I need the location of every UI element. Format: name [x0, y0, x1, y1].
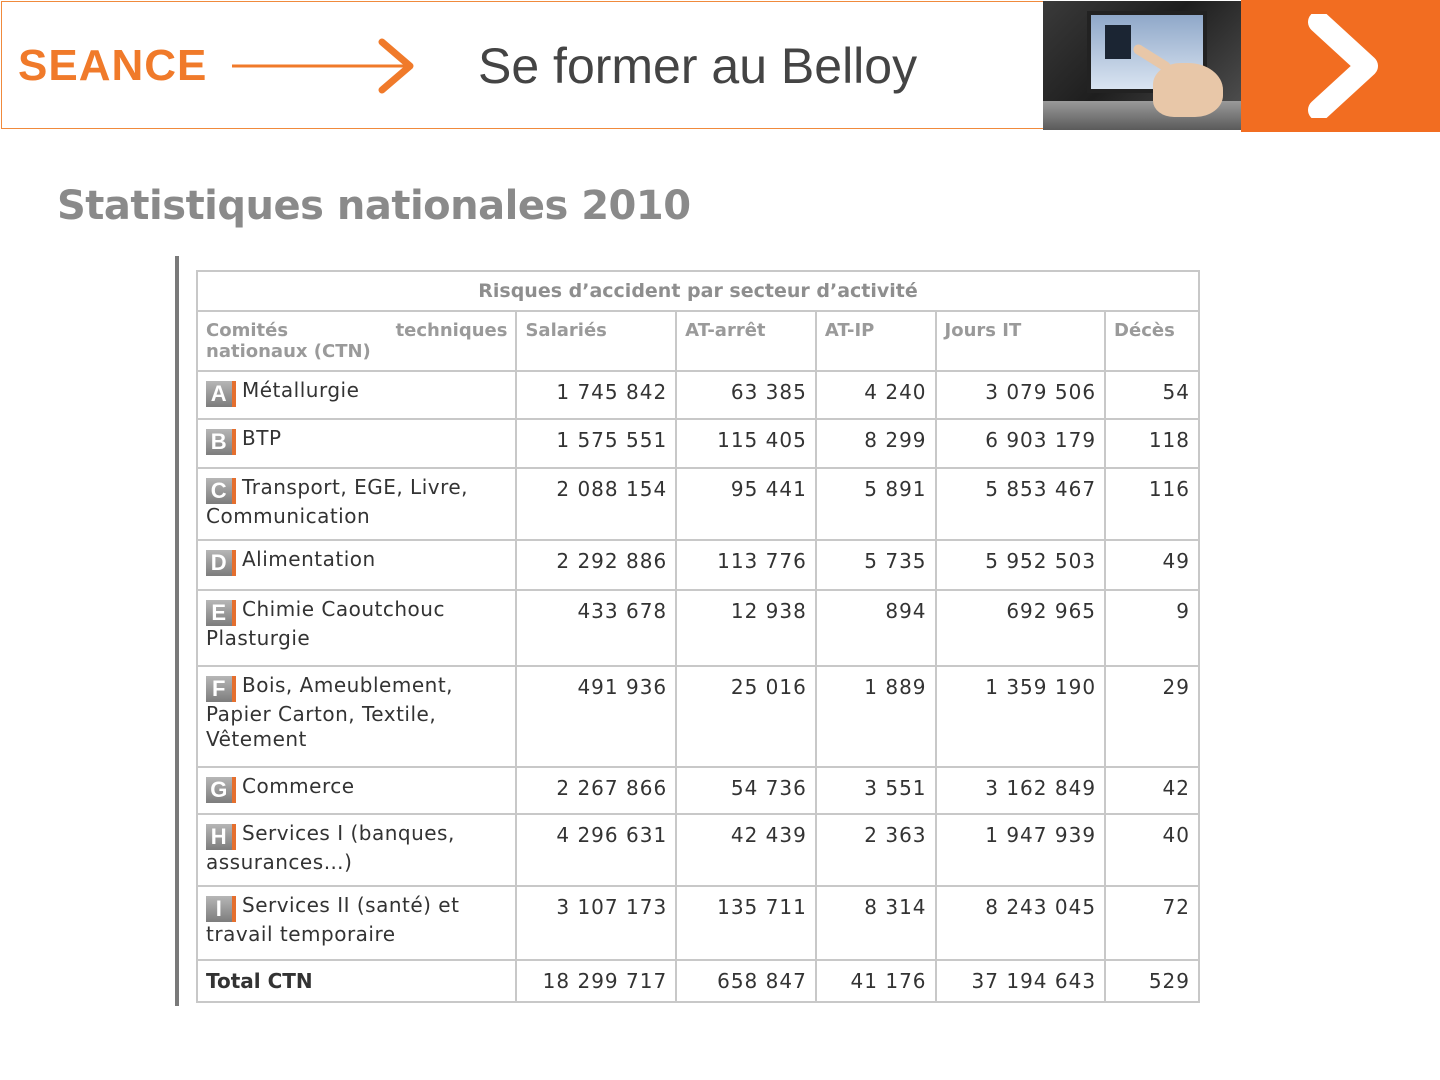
total-jours-it: 37 194 643	[936, 960, 1106, 1002]
sector-name: BTP	[242, 426, 282, 450]
deces-cell: 118	[1105, 419, 1199, 468]
sector-name: Transport, EGE, Livre, Communication	[206, 475, 469, 528]
salaries-cell: 1 575 551	[516, 419, 676, 468]
at-arret-cell: 115 405	[676, 419, 816, 468]
table-row	[197, 590, 1199, 666]
header-ctn-part3: nationaux (CTN)	[206, 341, 371, 362]
sector-letter-icon: E	[206, 600, 236, 626]
column-header-ctn	[197, 311, 516, 371]
sector-name: Alimentation	[242, 547, 376, 571]
vertical-divider	[175, 256, 179, 1006]
at-ip-cell: 3 551	[816, 767, 936, 814]
table-row	[197, 666, 1199, 767]
sector-cell	[197, 540, 516, 590]
at-ip-cell: 4 240	[816, 371, 936, 419]
at-arret-cell: 12 938	[676, 590, 816, 666]
sector-name: Chimie Caoutchouc Plasturgie	[206, 597, 445, 650]
sector-cell	[197, 666, 516, 767]
jours-it-cell: 8 243 045	[936, 886, 1106, 960]
training-photo	[1043, 1, 1241, 130]
salaries-cell: 4 296 631	[516, 814, 676, 886]
at-arret-cell: 95 441	[676, 468, 816, 540]
salaries-cell: 2 292 886	[516, 540, 676, 590]
sector-letter-icon: I	[206, 896, 236, 922]
at-ip-cell: 5 891	[816, 468, 936, 540]
jours-it-cell: 1 947 939	[936, 814, 1106, 886]
hand	[1153, 63, 1223, 117]
table-row	[197, 814, 1199, 886]
table-row	[197, 767, 1199, 814]
header-ctn-part2: techniques	[395, 320, 508, 341]
at-arret-cell: 42 439	[676, 814, 816, 886]
salaries-cell: 2 088 154	[516, 468, 676, 540]
chevron-right-icon	[1305, 14, 1385, 118]
jours-it-cell: 5 952 503	[936, 540, 1106, 590]
at-arret-cell: 63 385	[676, 371, 816, 419]
table-row	[197, 468, 1199, 540]
jours-it-cell: 6 903 179	[936, 419, 1106, 468]
deces-cell: 9	[1105, 590, 1199, 666]
total-salaries: 18 299 717	[516, 960, 676, 1002]
deces-cell: 42	[1105, 767, 1199, 814]
deces-cell: 72	[1105, 886, 1199, 960]
column-header-salaries: Salariés	[516, 311, 676, 371]
header-ctn-part1: Comités	[206, 320, 289, 341]
total-at-arret: 658 847	[676, 960, 816, 1002]
column-header-at-ip: AT-IP	[816, 311, 936, 371]
salaries-cell: 3 107 173	[516, 886, 676, 960]
table-header-row	[197, 311, 1199, 371]
sector-letter-icon: C	[206, 478, 236, 504]
at-arret-cell: 25 016	[676, 666, 816, 767]
at-arret-cell: 113 776	[676, 540, 816, 590]
jours-it-cell: 3 079 506	[936, 371, 1106, 419]
at-ip-cell: 894	[816, 590, 936, 666]
sector-name: Commerce	[242, 774, 355, 798]
deces-cell: 29	[1105, 666, 1199, 767]
jours-it-cell: 3 162 849	[936, 767, 1106, 814]
deces-cell: 116	[1105, 468, 1199, 540]
at-ip-cell: 2 363	[816, 814, 936, 886]
column-header-jours-it: Jours IT	[936, 311, 1106, 371]
sector-name: Métallurgie	[242, 378, 360, 402]
jours-it-cell: 1 359 190	[936, 666, 1106, 767]
sector-letter-icon: H	[206, 824, 236, 850]
salaries-cell: 2 267 866	[516, 767, 676, 814]
deces-cell: 40	[1105, 814, 1199, 886]
salaries-cell: 491 936	[516, 666, 676, 767]
table-row	[197, 371, 1199, 419]
next-chevron-block	[1241, 0, 1440, 132]
sector-letter-icon: A	[206, 381, 236, 407]
long-arrow-right-icon	[230, 36, 420, 96]
table-caption: Risques d’accident par secteur d’activité	[197, 271, 1199, 311]
sector-name: Services II (santé) et travail temporaire	[206, 893, 460, 946]
total-label: Total CTN	[197, 960, 516, 1002]
sector-cell	[197, 371, 516, 419]
sector-cell	[197, 886, 516, 960]
header-banner	[0, 0, 1440, 132]
sector-cell	[197, 814, 516, 886]
total-at-ip: 41 176	[816, 960, 936, 1002]
sector-cell	[197, 468, 516, 540]
at-ip-cell: 8 299	[816, 419, 936, 468]
table-row	[197, 419, 1199, 468]
screen-content	[1105, 25, 1131, 59]
deces-cell: 49	[1105, 540, 1199, 590]
total-row	[197, 960, 1199, 1002]
sector-cell	[197, 419, 516, 468]
page-title: Statistiques nationales 2010	[57, 183, 691, 229]
at-arret-cell: 135 711	[676, 886, 816, 960]
salaries-cell: 1 745 842	[516, 371, 676, 419]
table-row	[197, 886, 1199, 960]
at-ip-cell: 1 889	[816, 666, 936, 767]
sector-letter-icon: D	[206, 550, 236, 576]
at-arret-cell: 54 736	[676, 767, 816, 814]
at-ip-cell: 8 314	[816, 886, 936, 960]
total-deces: 529	[1105, 960, 1199, 1002]
sector-letter-icon: F	[206, 676, 236, 702]
sector-letter-icon: G	[206, 777, 236, 803]
sector-name: Services I (banques, assurances…)	[206, 821, 455, 874]
table-row	[197, 540, 1199, 590]
jours-it-cell: 692 965	[936, 590, 1106, 666]
session-label: SEANCE	[18, 41, 208, 90]
sector-letter-icon: B	[206, 429, 236, 455]
jours-it-cell: 5 853 467	[936, 468, 1106, 540]
accident-risk-table	[196, 270, 1200, 1003]
banner-title: Se former au Belloy	[478, 38, 918, 94]
sector-cell	[197, 767, 516, 814]
salaries-cell: 433 678	[516, 590, 676, 666]
table-caption-row	[197, 271, 1199, 311]
sector-name: Bois, Ameublement, Papier Carton, Textile, Vêtement	[206, 673, 454, 751]
sector-cell	[197, 590, 516, 666]
column-header-deces: Décès	[1105, 311, 1199, 371]
column-header-at-arret: AT-arrêt	[676, 311, 816, 371]
at-ip-cell: 5 735	[816, 540, 936, 590]
deces-cell: 54	[1105, 371, 1199, 419]
